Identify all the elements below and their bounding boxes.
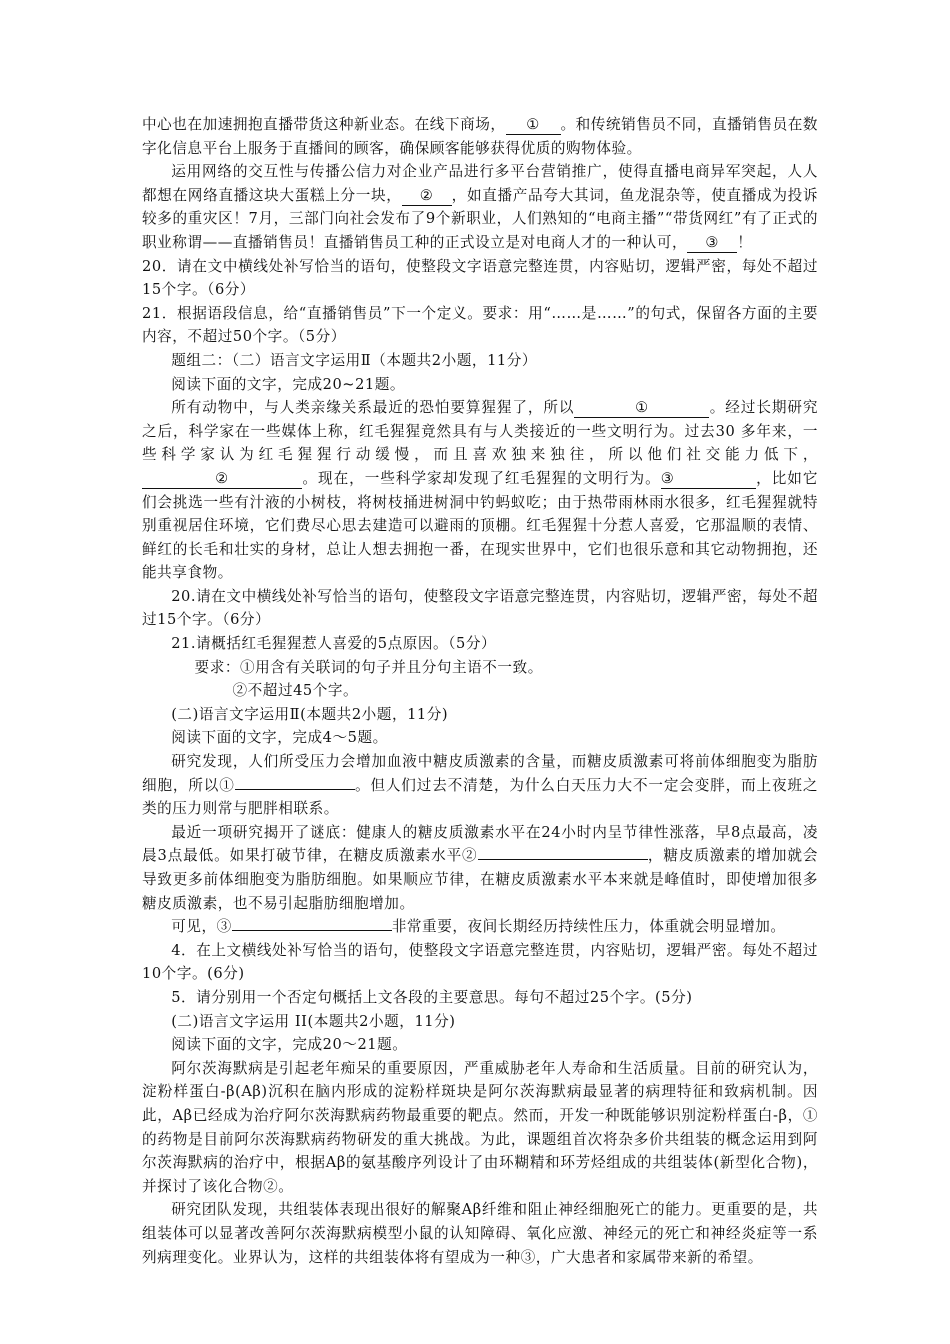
s2-requirement-2: ②不超过45个字。: [232, 682, 359, 700]
s1-paragraph-1: 中心也在加速拥抱直播带货这种新业态。在线下商场， ① 。和传统销售员不同，直播销售员在数字化信息平台上服务于直播间的顾客，确保顾客能够获得优质的购物体验。: [142, 116, 818, 157]
s3-blank-2[interactable]: [478, 859, 648, 860]
s3-paragraph-1: 研究发现，人们所受压力会增加血液中糖皮质激素的含量，而糖皮质激素可将前体细胞变为脂肪细胞，所以① 。但人们过去不清楚，为什么白天压力大不一定会变胖，而上夜班之类的压力则常与肥胖相联系。: [142, 753, 818, 818]
s2-question-21: 21.请概括红毛猩猩惹人喜爱的5点原因。（5分）: [171, 635, 497, 653]
s1-blank-1[interactable]: ①: [506, 116, 561, 135]
s3-blank-3[interactable]: [232, 930, 392, 931]
s3-question-4: 4．在上文横线处补写恰当的语句，使整段文字语意完整连贯，内容贴切，逻辑严密。每处不超过10个字。(6分): [142, 941, 818, 983]
s4-title: (二)语言文字运用 II(本题共2小题，11分): [171, 1012, 456, 1030]
s2-paragraph: 所有动物中，与人类亲缘关系最近的恐怕要算猩猩了，所以 ① 。经过长期研究之后，科学家在一些媒体上称，红毛猩猩竟然具有与人类接近的一些文明行为。过去30 多年来，一些科学家认为红毛猩猩行动缓慢，而且喜欢独来独往，所以他们社交能力低下，② 。现在，一些科学家却发现了红毛猩猩的文明行为。③ ，比如它们会挑选一些有汁液的小树枝，将树枝捅进树洞中钓蚂蚁吃；由于热带雨林雨水很多，红毛猩猩就特别重视居住环境，它们费尽心思去建造可以避雨的顶棚。红毛猩猩十分惹人喜爱，它那温顺的表情、鲜红的长毛和壮实的身材，总让人想去拥抱一番，在现实世界中，它们也很乐意和其它动物拥抱，还能共享食物。: [142, 399, 818, 582]
document-content: [142, 113, 818, 1269]
s4-paragraph-1: 阿尔茨海默病是引起老年痴呆的重要原因，严重威胁老年人寿命和生活质量。目前的研究认为，淀粉样蛋白-β(Aβ)沉积在脑内形成的淀粉样斑块是阿尔茨海默病最显著的病理特征和致病机制。因此，Aβ已经成为治疗阿尔茨海默病药物最重要的靶点。然而，开发一种既能够识别淀粉样蛋白-β，①的药物是目前阿尔茨海默病药物研发的重大挑战。为此，课题组首次将杂多价共组装的概念运用到阿尔茨海默病的治疗中，根据Aβ的氨基酸序列设计了由环糊精和环芳烃组成的共组装体(新型化合物)，并探讨了该化合物②。: [142, 1059, 818, 1195]
s2-blank-2[interactable]: ②: [142, 470, 302, 489]
s1-blank-2[interactable]: ②: [402, 187, 452, 206]
s1-question-20: 20．请在文中横线处补写恰当的语句，使整段文字语意完整连贯，内容贴切，逻辑严密，每处不超过15个字。（6分）: [142, 257, 818, 299]
s2-question-20: 20.请在文中横线处补写恰当的语句，使整段文字语意完整连贯，内容贴切，逻辑严密，每处不超过15个字。（6分）: [142, 587, 818, 629]
s3-paragraph-3: 可见，③ 非常重要，夜间长期经历持续性压力，体重就会明显增加。: [171, 918, 786, 936]
s2-blank-1[interactable]: ①: [574, 399, 709, 418]
s2-blank-3[interactable]: ③: [661, 470, 756, 489]
s3-question-5: 5．请分别用一个否定句概括上文各段的主要意思。每句不超过25个字。(5分): [171, 988, 693, 1006]
s4-paragraph-2: 研究团队发现，共组装体表现出很好的解聚Aβ纤维和阻止神经细胞死亡的能力。更重要的是，共组装体可以显著改善阿尔茨海默病模型小鼠的认知障碍、氧化应激、神经元的死亡和神经炎症等一系列病理变化。业界认为，这样的共组装体将有望成为一种③，广大患者和家属带来新的希望。: [142, 1201, 818, 1266]
s1-paragraph-2: 运用网络的交互性与传播公信力对企业产品进行多平台营销推广，使得直播电商异军突起，人人都想在网络直播这块大蛋糕上分一块， ② ，如直播产品夸大其词，鱼龙混杂等，使直播成为投诉较多的重灾区！7月，三部门向社会发布了9个新职业，人们熟知的“电商主播”“带货网红”有了正式的职业称谓——直播销售员！直播销售员工种的正式设立是对电商人才的一种认可， ③ ！: [142, 163, 818, 251]
s1-question-21: 21．根据语段信息，给“直播销售员”下一个定义。要求：用“……是……”的句式，保留各方面的主要内容，不超过50个字。（5分）: [142, 304, 818, 346]
s2-title: 题组二：（二）语言文字运用Ⅱ（本题共2小题，11分）: [171, 351, 538, 369]
s3-title: (二)语言文字运用Ⅱ(本题共2小题，11分): [171, 705, 449, 723]
s3-paragraph-2: 最近一项研究揭开了谜底：健康人的糖皮质激素水平在24小时内呈节律性涨落，早8点最高，凌晨3点最低。如果打破节律，在糖皮质激素水平② ，糖皮质激素的增加就会导致更多前体细胞变为脂肪细胞。如果顺应节律，在糖皮质激素水平本来就是峰值时，即使增加很多糖皮质激素，也不易引起脂肪细胞增加。: [142, 823, 818, 912]
s1-blank-3[interactable]: ③: [687, 234, 737, 253]
s2-read-instruction: 阅读下面的文字，完成20~21题。: [171, 375, 406, 393]
s2-requirement-1: 要求：①用含有关联词的句子并且分句主语不一致。: [194, 658, 543, 676]
s4-read-instruction: 阅读下面的文字，完成20～21题。: [171, 1036, 408, 1054]
s3-read-instruction: 阅读下面的文字，完成4～5题。: [171, 729, 388, 747]
s3-blank-1[interactable]: [235, 789, 355, 790]
